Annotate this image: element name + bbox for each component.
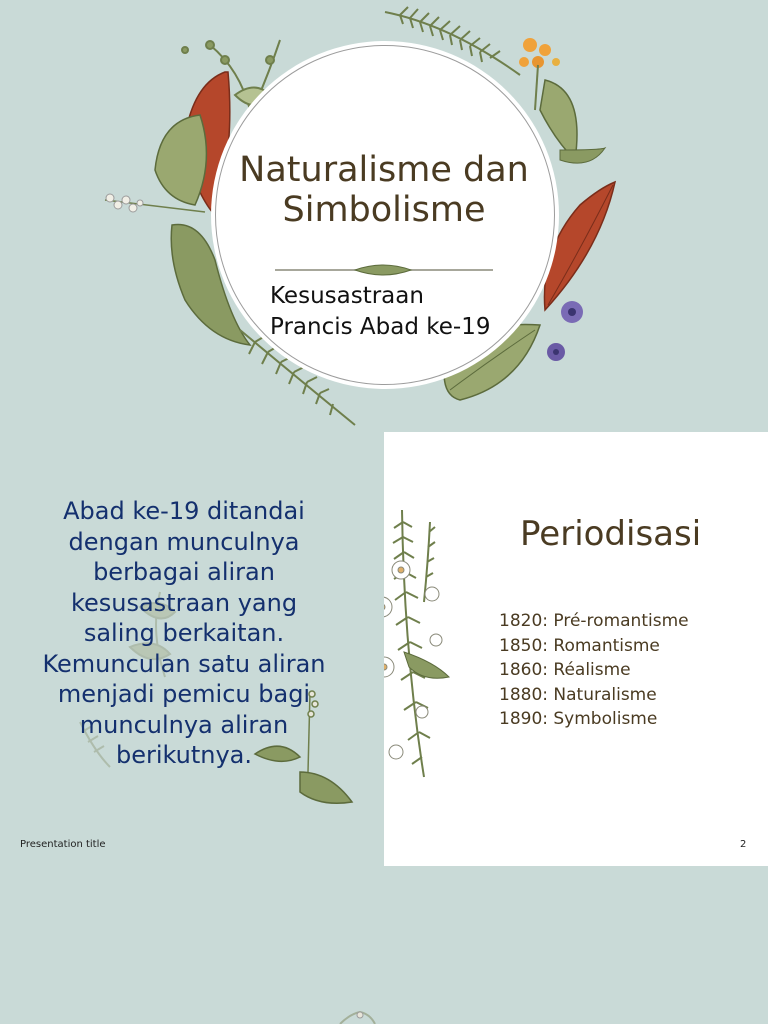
list-item: 1820: Pré-romantisme <box>499 611 689 631</box>
list-item: 1880: Naturalisme <box>499 684 657 705</box>
list-item: 1860: Réalisme <box>499 660 631 681</box>
presentation-title: Naturalisme dan Simbolisme <box>239 150 529 230</box>
green-leaf-illustration <box>540 80 577 160</box>
leaf-divider-icon <box>275 262 495 278</box>
page-number: 2 <box>740 839 747 850</box>
period-list <box>499 610 749 733</box>
intro-paragraph: Abad ke-19 ditandai dengan munculnya berbagai aliran kesusastraan yang saling berkaitan. Kemunculan satu aliran menjadi pemicu bagi munculnya aliran berikutnya. <box>42 497 326 769</box>
fern-flowers-illustration <box>384 502 454 792</box>
list-item: 1850: Romantisme <box>499 635 660 656</box>
presentation-subtitle: Kesusastraan Prancis Abad ke-19 <box>270 283 491 340</box>
purple-flowers-illustration <box>547 301 583 361</box>
title-slide <box>0 0 768 432</box>
bottom-sprig-illustration <box>335 1010 385 1024</box>
intro-slide <box>0 432 384 864</box>
periodization-heading: Periodisasi <box>520 514 702 554</box>
list-item: 1890: Symbolisme <box>499 709 658 730</box>
footer-presentation-title: Presentation title <box>20 839 106 850</box>
